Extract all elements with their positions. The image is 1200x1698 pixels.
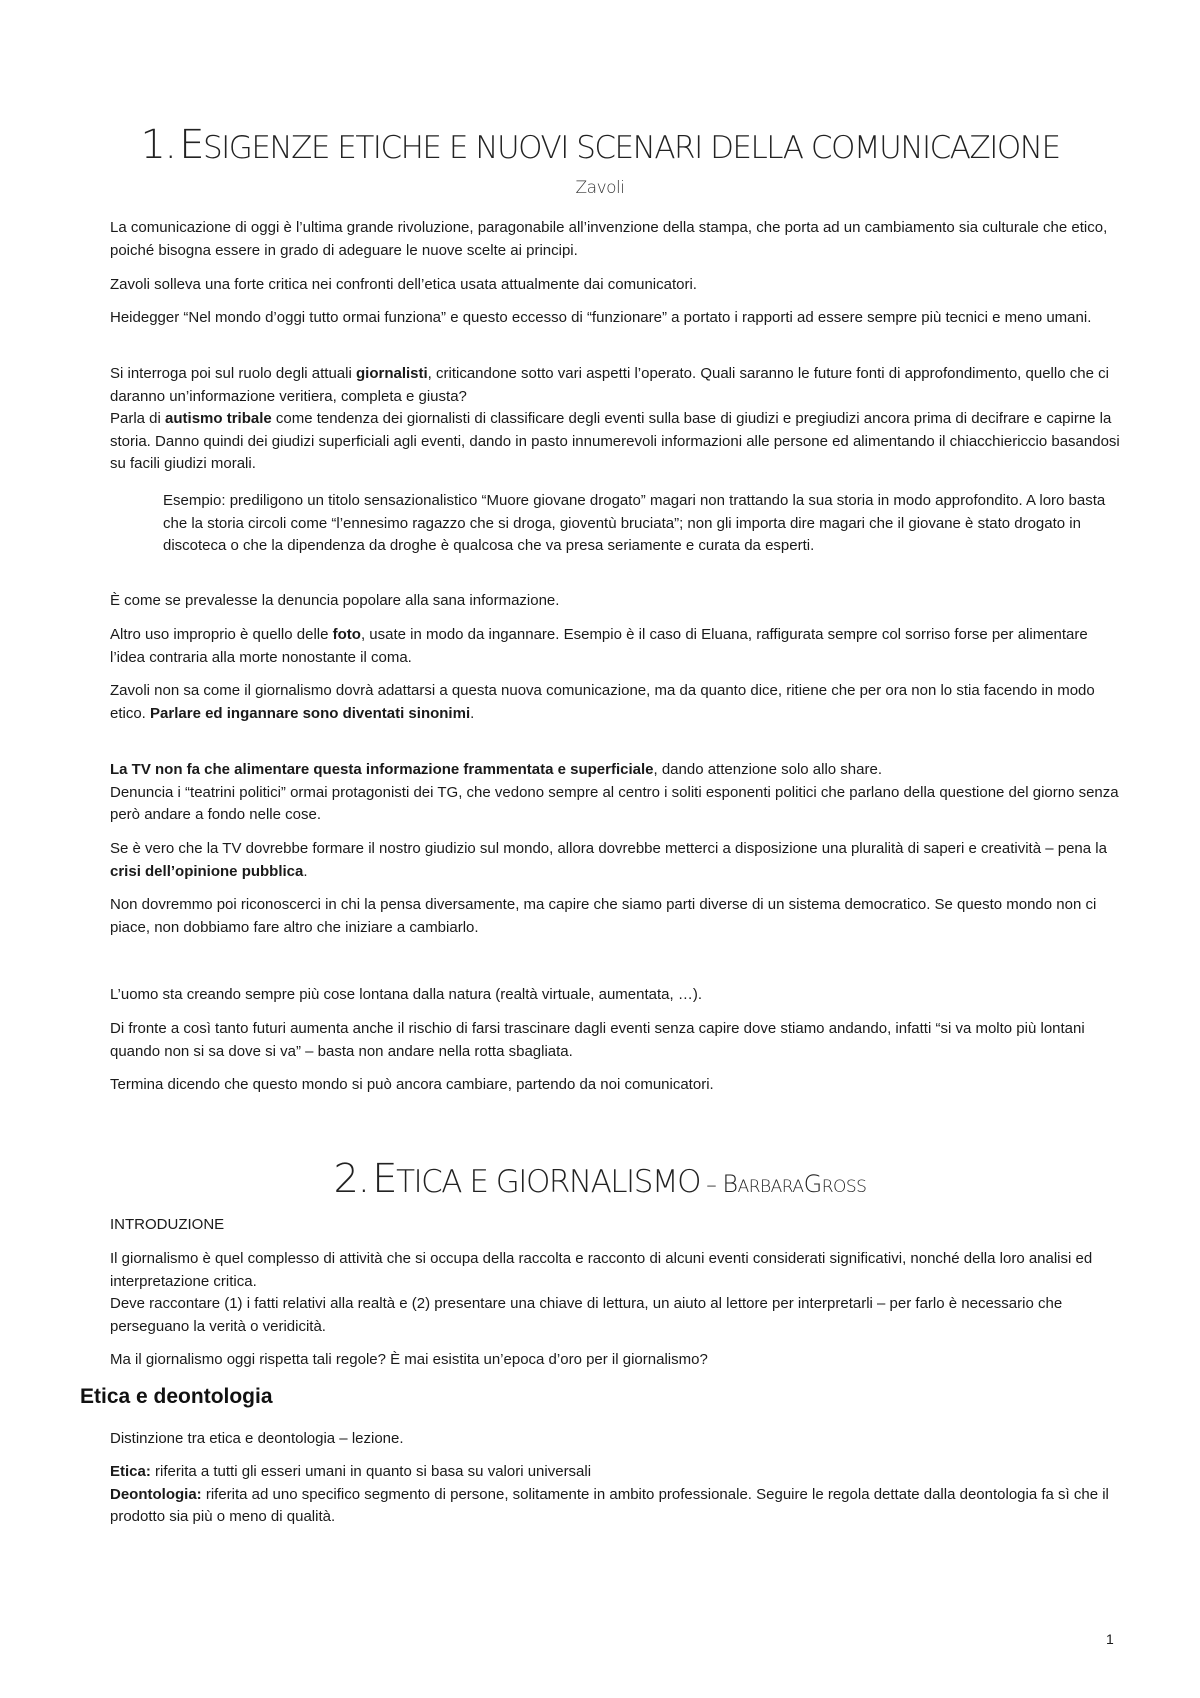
title-initial: E — [179, 122, 203, 168]
paragraph: L’uomo sta creando sempre più cose lontana dalla natura (realtà virtuale, aumentata, …). — [110, 986, 703, 1003]
title-text: SIGENZE ETICHE E NUOVI SCENARI DELLA COMUNICAZIONE — [202, 130, 1060, 166]
paragraph: La comunicazione di oggi è l’ultima grande rivoluzione, paragonabile all’invenzione della stampa, che porta ad un cambiamento sia culturale che etico, poiché bisogna essere in grado di adeguare le nuove scelte ai principi. — [110, 219, 1108, 259]
page-number: 1 — [1106, 1631, 1114, 1647]
intro-label: INTRODUZIONE — [110, 1216, 225, 1233]
section-1-author: Zavoli — [575, 178, 625, 198]
paragraph: Distinzione tra etica e deontologia – lezione. — [110, 1430, 404, 1447]
paragraph: Ma il giornalismo oggi rispetta tali regole? È mai esistita un’epoca d’oro per il giornalismo? — [110, 1351, 708, 1368]
title-number: 2. — [333, 1156, 369, 1202]
paragraph: Zavoli solleva una forte critica nei confronti dell’etica usata attualmente dai comunicatori. — [110, 276, 697, 293]
section-1-title — [0, 122, 1200, 168]
section-2-title: 2. ETICA E GIORNALISMO – BARBARAGROSS — [333, 1156, 867, 1202]
title-initial: E — [372, 1156, 397, 1202]
paragraph: Zavoli non sa come il giornalismo dovrà adattarsi a questa nuova comunicazione, ma da quanto dice, ritiene che per ora non lo stia facendo in modo etico. Parlare ed ingannare sono diventati sinonimi. — [110, 682, 1095, 722]
example-paragraph: Esempio: prediligono un titolo sensazionalistico “Muore giovane drogato” magari non trattando la sua storia in modo approfondito. A loro basta che la storia circoli come “l’ennesimo ragazzo che si droga, gioventù bruciata”; non gli importa dire magari che il giovane è stato drogato in discoteca o che la dipendenza da droghe è qualcosa che va presa seriamente e curata da esperti. — [163, 492, 1106, 554]
paragraph: Heidegger “Nel mondo d’oggi tutto ormai funziona” e questo eccesso di “funzionare” a portato i rapporti ad essere sempre più tecnici e meno umani. — [110, 309, 1092, 326]
paragraph: Di fronte a così tanto futuri aumenta anche il rischio di farsi trascinare dagli eventi senza capire dove stiamo andando, infatti “si va molto più lontani quando non si sa dove si va” – basta non andare nella rotta sbagliata. — [110, 1020, 1085, 1060]
paragraph: Altro uso improprio è quello delle foto, usate in modo da ingannare. Esempio è il caso di Eluana, raffigurata sempre col sorriso forse per alimentare l’idea contraria alla morte nonostante il coma. — [110, 626, 1088, 666]
paragraph: La TV non fa che alimentare questa informazione frammentata e superficiale, dando attenzione solo allo share. Denuncia i “teatrini politici” ormai protagonisti dei TG, che vedono sempre al centro i soliti esponenti politici che parlano della questione del giorno senza però andare a fondo nelle cose. — [110, 761, 1119, 823]
subheading: Etica e deontologia — [80, 1385, 273, 1408]
paragraph: È come se prevalesse la denuncia popolare alla sana informazione. — [110, 592, 560, 609]
paragraph: Se è vero che la TV dovrebbe formare il nostro giudizio sul mondo, allora dovrebbe metterci a disposizione una pluralità di saperi e creatività – pena la crisi dell’opinione pubblica. — [110, 840, 1107, 880]
paragraph: Termina dicendo che questo mondo si può ancora cambiare, partendo da noi comunicatori. — [110, 1076, 714, 1093]
title-number: 1. — [140, 122, 176, 168]
title-text: TICA E GIORNALISMO — [396, 1164, 701, 1200]
paragraph: Etica: riferita a tutti gli esseri umani in quanto si basa su valori universali Deontologia: riferita ad uno specifico segmento di persone, solitamente in ambito professionale. Seguire le regola dettate dalla deontologia fa sì che il prodotto sia più o meno di qualità. — [110, 1463, 1109, 1525]
paragraph: Si interroga poi sul ruolo degli attuali giornalisti, criticandone sotto vari aspetti l’operato. Quali saranno le future fonti di approfondimento, quello che ci daranno un’informazione veritiera, completa e giusta? Parla di autismo tribale come tendenza dei giornalisti di classificare degli eventi sulla base di giudizi e pregiudizi ancora prima di decifrare e capirne la storia. Danno quindi dei giudizi superficiali agli eventi, dando in pasto innumerevoli informazioni alle persone ed alimentando il chiacchiericcio basandosi su facili giudizi morali. — [110, 365, 1120, 472]
paragraph: Non dovremmo poi riconoscerci in chi la pensa diversamente, ma capire che siamo parti diverse di un sistema democratico. Se questo mondo non ci piace, non dobbiamo fare altro che iniziare a cambiarlo. — [110, 896, 1097, 936]
paragraph: Il giornalismo è quel complesso di attività che si occupa della raccolta e racconto di alcuni eventi considerati significativi, nonché della loro analisi ed interpretazione critica. Deve raccontare (1) i fatti relativi alla realtà e (2) presentare una chiave di lettura, un aiuto al lettore per interpretarli – per farlo è necessario che perseguano la verità o veridicità. — [110, 1250, 1093, 1335]
